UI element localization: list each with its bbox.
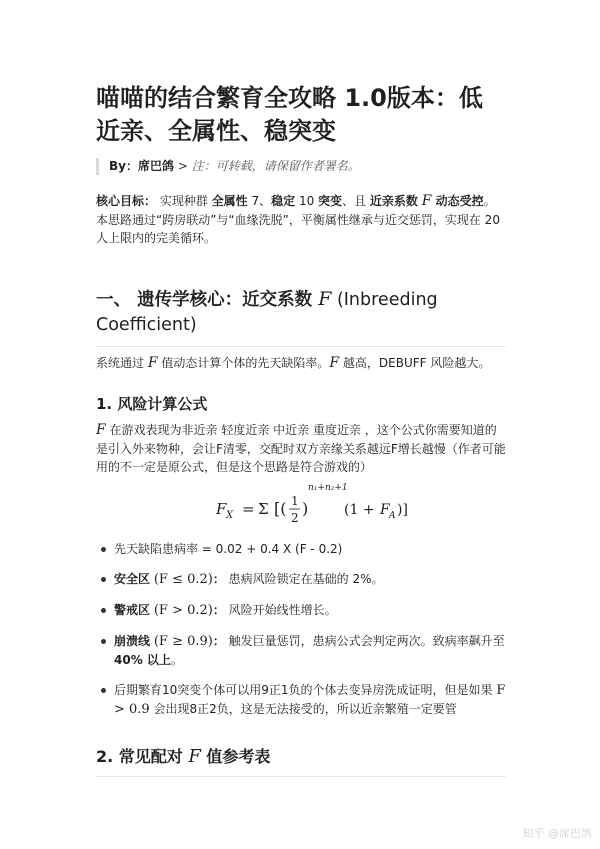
formula-rhs-sub: A bbox=[389, 511, 396, 521]
formula-denominator: 2 bbox=[291, 511, 299, 525]
bullet-2-math: (F ≤ 0.2) bbox=[153, 572, 213, 587]
byline-label: By： bbox=[109, 159, 138, 173]
inbreeding-formula bbox=[216, 478, 496, 538]
formula-left-bracket: [( bbox=[274, 499, 287, 518]
list-item bbox=[96, 540, 506, 558]
list-item bbox=[96, 601, 506, 620]
list-item bbox=[96, 681, 506, 719]
bullet-3-math: (F > 0.2) bbox=[153, 603, 213, 618]
watermark: 知乎 @席巴鸽 bbox=[522, 827, 592, 840]
goal-text-1: 实现种群 bbox=[156, 194, 212, 208]
author-name: 席巴鸽 bbox=[137, 159, 174, 173]
subheading-reference-table bbox=[96, 744, 506, 777]
formula-rhs-close: )] bbox=[397, 502, 408, 518]
bullet-5-math: F > 0.9 bbox=[114, 683, 506, 717]
goal-line-2: 本思路通过“跨房联动”与“血缘洗脱”，平衡属性继承与近交惩罚，实现在 20 人上限内的完美循环。 bbox=[96, 212, 500, 245]
goal-bold-3: 突变 bbox=[318, 194, 343, 208]
article-title: 喵喵的结合繁育全攻略 1.0版本：低近亲、全属性、稳突变 bbox=[96, 84, 483, 145]
formula-lhs: F bbox=[216, 500, 227, 518]
subheading-2-prefix: 2. 常见配对 bbox=[96, 747, 189, 766]
bullet-2-text: 患病风险锁定在基础的 2%。 bbox=[224, 572, 384, 586]
bullet-4-end: 。 bbox=[170, 653, 183, 667]
goal-bold-2: 稳定 bbox=[271, 194, 296, 208]
para2-text: 在游戏表现为非近亲 轻度近亲 中近亲 重度近亲 ，这个公式你需要知道的是引入外来物种，会让F清零，交配时双方亲缘关系越远F增长越慢（作者可能用的不一定是原公式，但是这个思路是符合游戏的） bbox=[96, 423, 506, 474]
formula-sigma: Σ bbox=[258, 500, 269, 518]
byline-quote bbox=[96, 158, 506, 175]
goal-label: 核心目标： bbox=[96, 194, 157, 208]
para1-math-F2: F bbox=[329, 355, 340, 371]
intro-paragraph bbox=[96, 354, 506, 372]
bullet-4-bold: 40% 以上 bbox=[114, 653, 171, 667]
goal-bold-5: 动态受控 bbox=[431, 194, 484, 208]
subheading-risk-formula: 1. 风险计算公式 bbox=[96, 395, 208, 413]
bullet-2-colon: ： bbox=[212, 572, 225, 586]
bullet-2-label: 安全区 bbox=[114, 572, 151, 586]
list-item bbox=[96, 632, 506, 669]
goal-text-4: 、且 bbox=[342, 194, 370, 208]
bullet-5-text-1: 后期繁育10突变个体可以用9正1负的个体去变异房洗成证明，但是如果 bbox=[114, 683, 497, 697]
goal-text-2: 7、 bbox=[247, 194, 272, 208]
section-heading-math-F: F bbox=[318, 288, 332, 310]
core-goal-paragraph bbox=[96, 192, 506, 248]
section-heading-english: (Inbreeding Coefficient) bbox=[96, 290, 438, 335]
formula-explanation bbox=[96, 421, 506, 477]
formula-right-paren: ) bbox=[302, 499, 309, 518]
goal-text-3: 10 bbox=[295, 194, 319, 208]
byline-separator: > bbox=[174, 159, 192, 173]
goal-text-5: 。 bbox=[483, 194, 496, 208]
formula-lhs-sub: X bbox=[226, 510, 234, 521]
para1-text-3: 越高，DEBUFF 风险越大。 bbox=[339, 356, 491, 370]
bullet-3-colon: ： bbox=[212, 603, 225, 617]
subheading-2-math-F: F bbox=[188, 746, 201, 767]
goal-bold-4: 近亲系数 bbox=[369, 194, 418, 208]
bullet-4-colon: ： bbox=[212, 634, 225, 648]
bullet-4-text: 触发巨量惩罚，患病公式会判定两次。致病率飙升至 bbox=[224, 634, 505, 648]
section-heading-1 bbox=[96, 287, 506, 347]
subheading-2-suffix: 值参考表 bbox=[200, 747, 271, 766]
formula-svg bbox=[216, 478, 496, 538]
goal-math-F: F bbox=[421, 193, 432, 209]
formula-numerator: 1 bbox=[291, 494, 299, 508]
bullet-4-math: (F ≥ 0.9) bbox=[153, 634, 213, 649]
bullet-5-text-2: 会出现8正2负，这是无法接受的，所以近亲繁殖一定要管 bbox=[149, 702, 457, 716]
bullet-3-text: 风险开始线性增长。 bbox=[224, 603, 337, 617]
formula-rhs-F: F bbox=[380, 502, 390, 518]
list-item bbox=[96, 570, 506, 589]
para1-text-1: 系统通过 bbox=[96, 356, 148, 370]
formula-exponent: n₁+n₂+1 bbox=[308, 483, 348, 493]
formula-equals: = bbox=[242, 500, 255, 518]
bullet-4-label: 崩溃线 bbox=[114, 634, 151, 648]
para1-text-2: 值动态计算个体的先天缺陷率。 bbox=[157, 356, 330, 370]
section-heading-prefix: 一、 遗传学核心：近交系数 bbox=[96, 290, 319, 310]
para1-math-F1: F bbox=[147, 355, 158, 371]
repost-note: 注：可转载，请保留作者署名。 bbox=[191, 159, 360, 173]
bullet-1-text: 先天缺陷患病率 = 0.02 + 0.4 X (F - 0.2) bbox=[114, 542, 343, 556]
para2-math-F: F bbox=[96, 422, 106, 438]
bullet-3-label: 警戒区 bbox=[114, 603, 151, 617]
goal-bold-1: 全属性 bbox=[211, 194, 248, 208]
formula-rhs-open: (1 + bbox=[344, 502, 375, 518]
risk-bullet-list bbox=[96, 540, 506, 731]
